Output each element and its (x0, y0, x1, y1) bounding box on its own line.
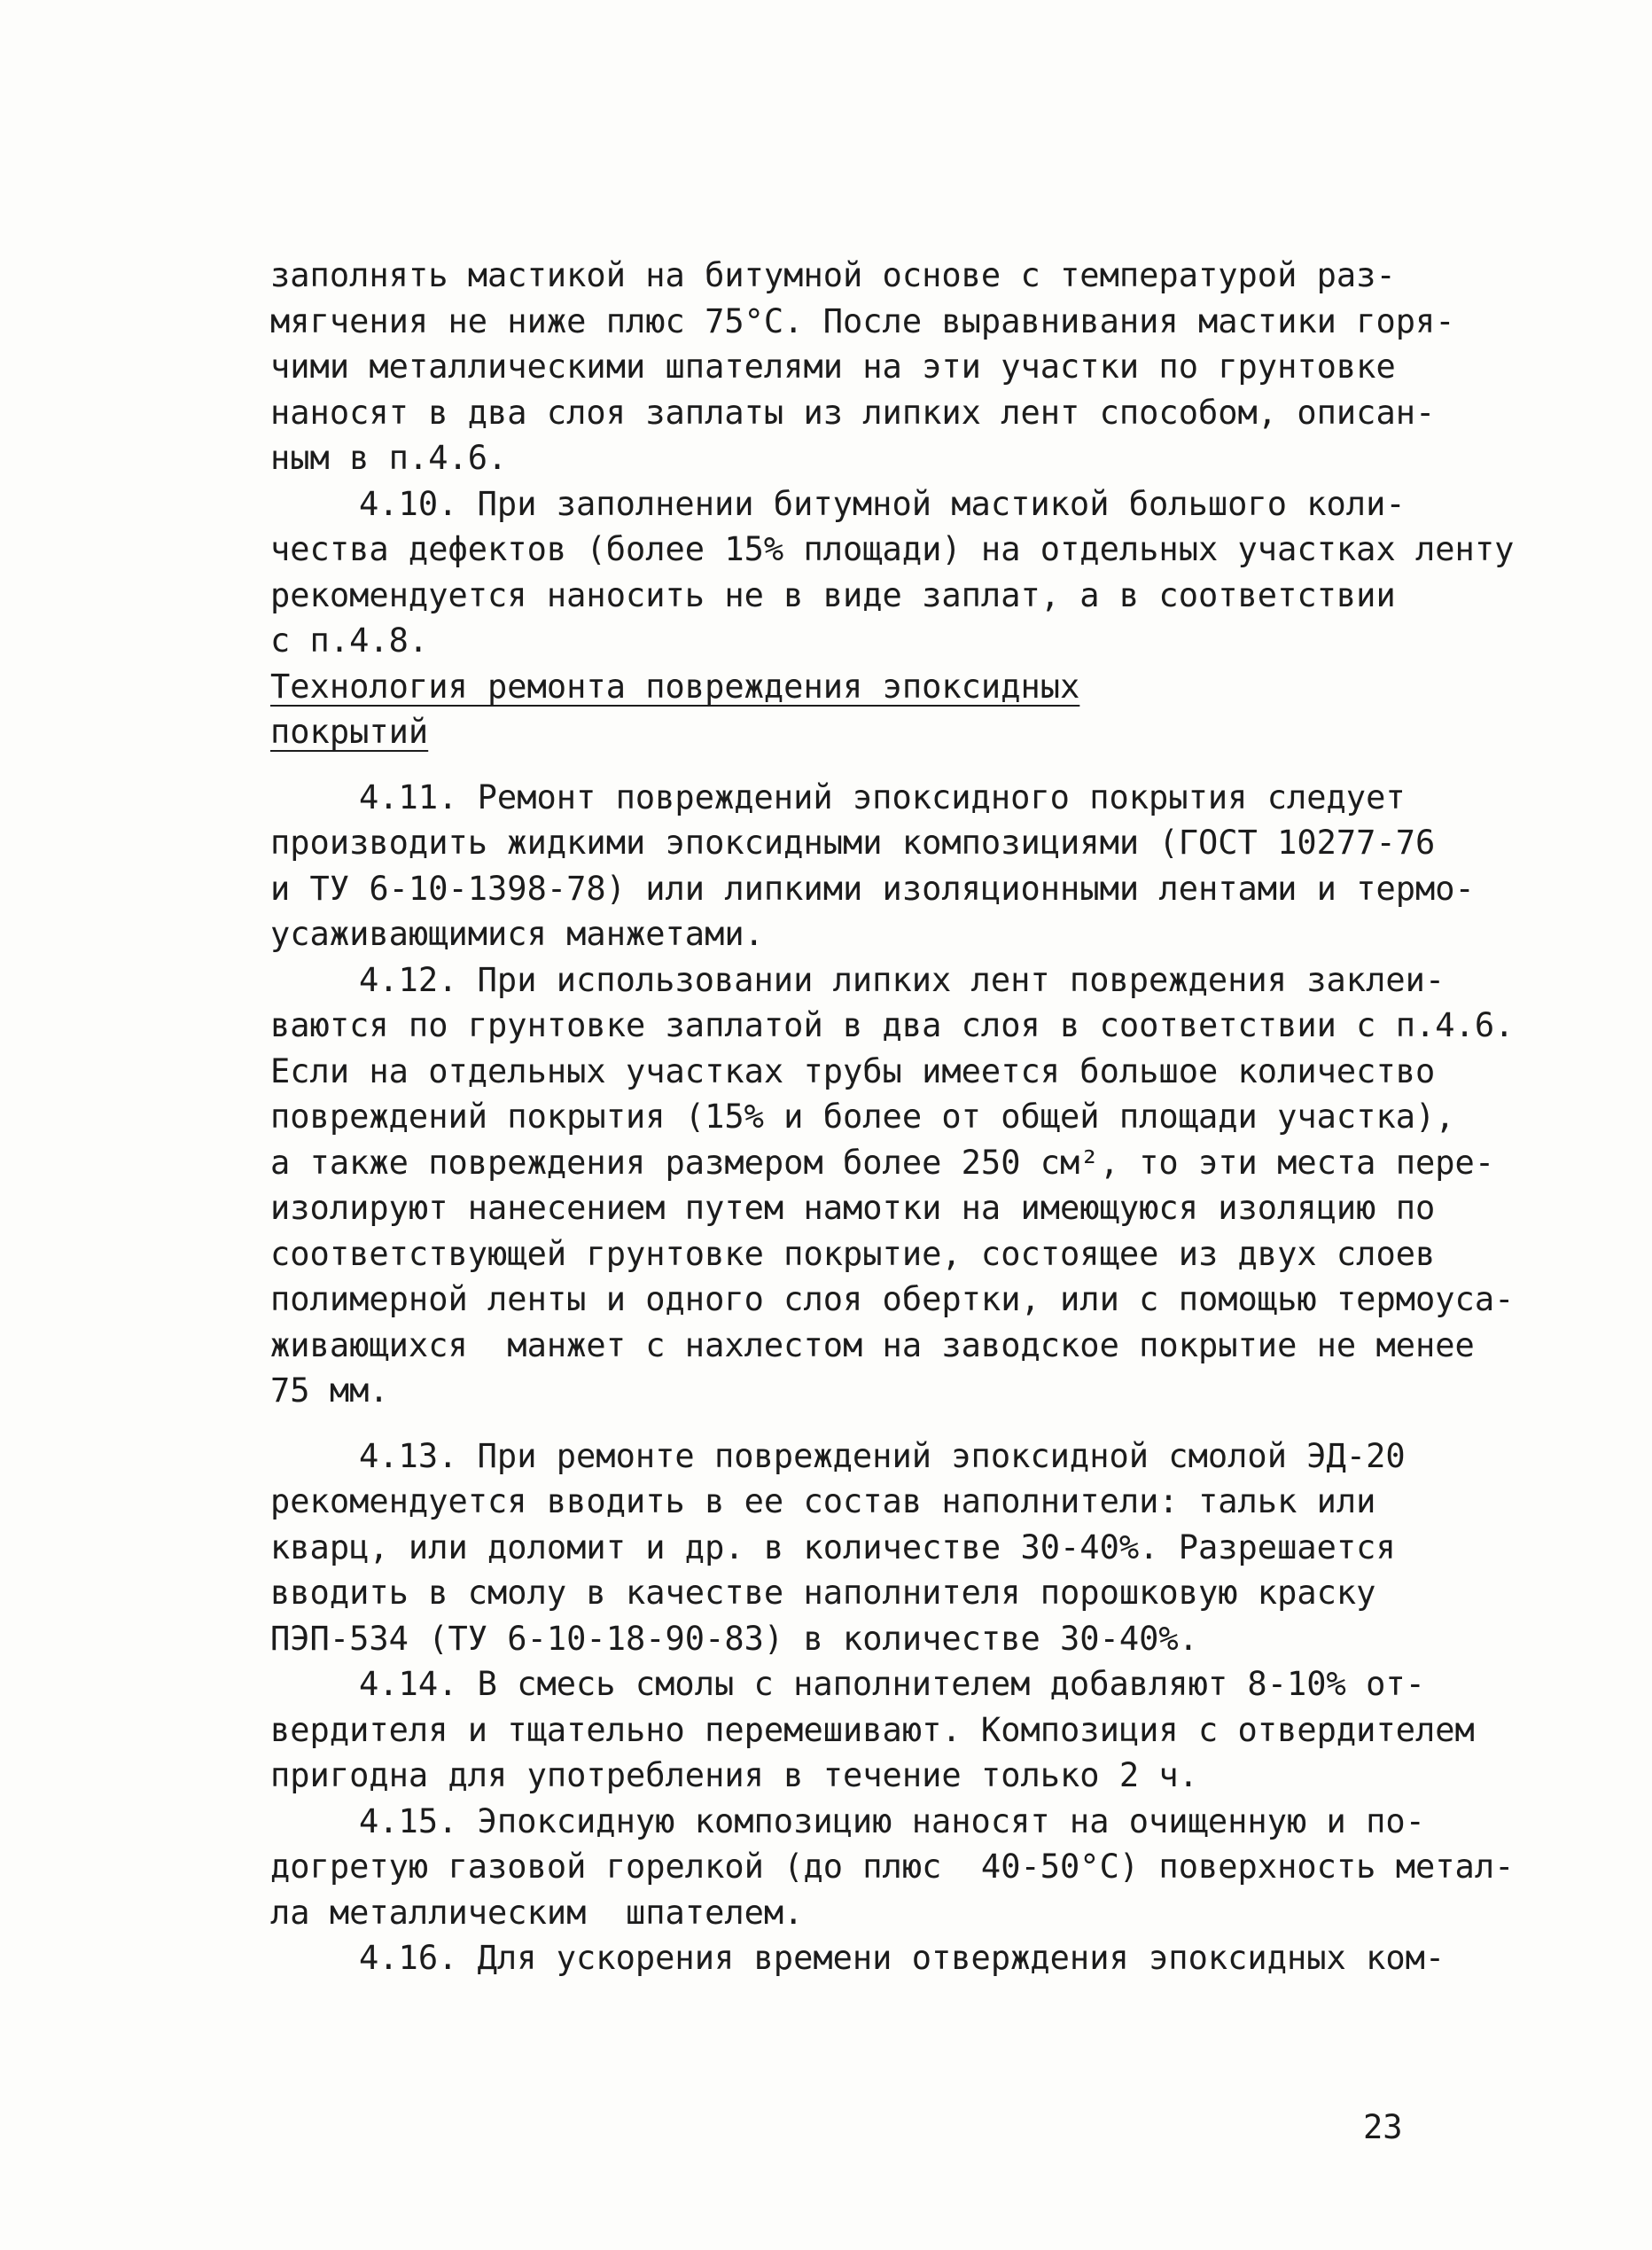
text-line: вердителя и тщательно перемешивают. Композиция с отвердителем (270, 1710, 1475, 1749)
body-text (270, 253, 1515, 1981)
text-line: живающихся манжет с нахлестом на заводское покрытие не менее (270, 1325, 1475, 1364)
paragraph-4-12-start: 4.12. При использовании липких лент повреждения заклеи- (359, 960, 1446, 999)
text-line: догретую газовой горелкой (до плюс 40-50°С) поверхность метал- (270, 1848, 1515, 1886)
text-line: наносят в два слоя заплаты из липких лент способом, описан- (270, 393, 1436, 432)
text-line: ПЭП-534 (ТУ 6-10-18-90-83) в количестве 30-40%. (270, 1619, 1198, 1658)
text-line: производить жидкими эпоксидными композициями (ГОСТ 10277-76 (270, 824, 1436, 862)
text-line: полимерной ленты и одного слоя обертки, или с помощью термоуса- (270, 1280, 1515, 1318)
text-line: ваются по грунтовке заплатой в два слоя в соответствии с п.4.6. (270, 1006, 1515, 1044)
text-line: соответствующей грунтовке покрытие, состоящее из двух слоев (270, 1234, 1436, 1273)
text-line: 75 мм. (270, 1371, 389, 1410)
text-line: ла металлическим шпателем. (270, 1893, 804, 1932)
paragraph-4-15-start: 4.15. Эпоксидную композицию наносят на очищенную и по- (359, 1801, 1425, 1840)
text-line: рекомендуется вводить в ее состав наполнители: тальк или (270, 1482, 1376, 1520)
text-line: мягчения не ниже плюс 75°С. После выравнивания мастики горя- (270, 301, 1455, 340)
paragraph-4-14-start: 4.14. В смесь смолы с наполнителем добавляют 8-10% от- (359, 1665, 1425, 1703)
text-line: чества дефектов (более 15% площади) на отдельных участках ленту (270, 530, 1515, 568)
text-line: повреждений покрытия (15% и более от общей площади участка), (270, 1098, 1455, 1136)
text-line: вводить в смолу в качестве наполнителя порошковую краску (270, 1574, 1376, 1612)
text-line: Если на отдельных участках трубы имеется большое количество (270, 1051, 1436, 1090)
text-line: и ТУ 6-10-1398-78) или липкими изоляционными лентами и термо- (270, 869, 1475, 908)
paragraph-4-16-start: 4.16. Для ускорения времени отверждения эпоксидных ком- (359, 1939, 1446, 1977)
text-line: а также повреждения размером более 250 см², то эти места пере- (270, 1143, 1495, 1182)
paragraph-4-13-start: 4.13. При ремонте повреждений эпоксидной смолой ЭД-20 (359, 1436, 1406, 1475)
text-line: пригодна для употребления в течение только 2 ч. (270, 1756, 1198, 1794)
page-number: 23 (1363, 2108, 1403, 2146)
text-line: кварц, или доломит и др. в количестве 30-40%. Разрешается (270, 1527, 1396, 1566)
spacer (270, 1414, 1449, 1434)
paragraph-4-11-start: 4.11. Ремонт повреждений эпоксидного покрытия следует (359, 777, 1406, 816)
section-heading-line-2: покрытий (270, 713, 429, 751)
section-heading-line-1: Технология ремонта повреждения эпоксидных (270, 667, 1080, 706)
text-line: заполнять мастикой на битумной основе с температурой раз- (270, 256, 1396, 294)
text-line: усаживающимися манжетами. (270, 915, 764, 953)
text-line: ным в п.4.6. (270, 439, 508, 477)
spacer (270, 755, 1449, 775)
text-line: чими металлическими шпателями на эти участки по грунтовке (270, 348, 1396, 386)
text-line: рекомендуется наносить не в виде заплат, а в соответствии (270, 575, 1396, 614)
paragraph-4-10-start: 4.10. При заполнении битумной мастикой большого коли- (359, 484, 1406, 523)
text-line: с п.4.8. (270, 621, 429, 660)
text-line: изолируют нанесением путем намотки на имеющуюся изоляцию по (270, 1189, 1436, 1227)
